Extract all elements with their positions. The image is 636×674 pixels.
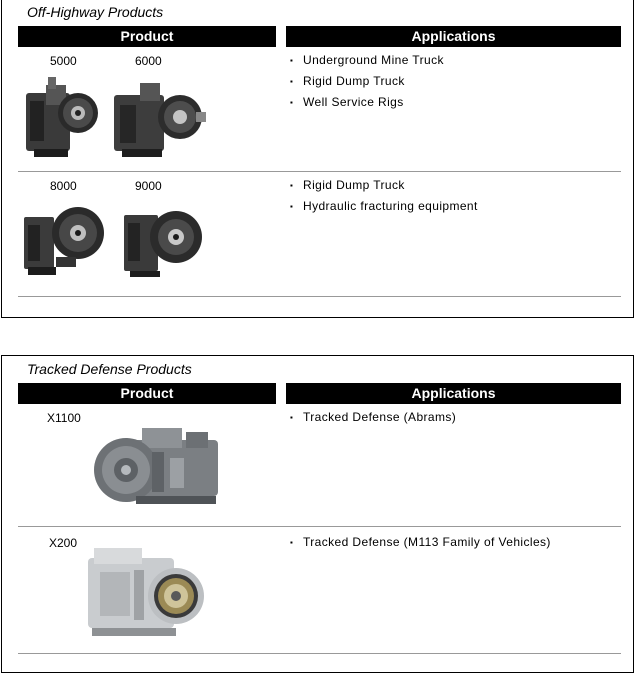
applications-list: [290, 410, 456, 431]
row-separator: [18, 296, 621, 297]
product-header: Product: [18, 383, 276, 404]
bullet-icon: ▪: [290, 202, 294, 211]
applications-header: Applications: [286, 26, 621, 47]
transmission-9000-image: [120, 195, 206, 281]
transmission-x200-image: [80, 542, 210, 642]
list-item: ▪ Underground Mine Truck: [290, 53, 444, 67]
list-item: ▪ Well Service Rigs: [290, 95, 404, 109]
product-header: Product: [18, 26, 276, 47]
model-label: X1100: [47, 411, 81, 425]
list-item: ▪ Tracked Defense (M113 Family of Vehicles): [290, 535, 551, 549]
list-item: ▪ Rigid Dump Truck: [290, 74, 405, 88]
off-highway-title: Off-Highway Products: [27, 4, 164, 20]
model-label: 6000: [135, 54, 162, 68]
applications-list: [290, 535, 551, 556]
transmission-x1100-image: [86, 418, 230, 514]
applications-list: [290, 53, 444, 116]
model-label: X200: [49, 536, 78, 550]
bullet-icon: ▪: [290, 538, 294, 547]
bullet-icon: ▪: [290, 98, 294, 107]
applications-list: [290, 178, 478, 220]
applications-header: Applications: [286, 383, 621, 404]
transmission-6000-image: [110, 65, 210, 163]
model-label: 5000: [50, 54, 77, 68]
model-label: 8000: [50, 179, 77, 193]
transmission-5000-image: [20, 65, 102, 163]
off-highway-panel: [1, 0, 634, 318]
row-separator: [18, 171, 621, 172]
bullet-icon: ▪: [290, 77, 294, 86]
model-label: 9000: [135, 179, 162, 193]
list-item: ▪ Tracked Defense (Abrams): [290, 410, 457, 424]
row-separator: [18, 653, 621, 654]
row-separator: [18, 526, 621, 527]
list-item: ▪ Hydraulic fracturing equipment: [290, 199, 478, 213]
bullet-icon: ▪: [290, 56, 294, 65]
transmission-8000-image: [20, 195, 112, 281]
tracked-defense-panel: [1, 355, 634, 673]
list-item: ▪ Rigid Dump Truck: [290, 178, 405, 192]
bullet-icon: ▪: [290, 413, 294, 422]
bullet-icon: ▪: [290, 181, 294, 190]
tracked-defense-title: Tracked Defense Products: [27, 361, 192, 377]
